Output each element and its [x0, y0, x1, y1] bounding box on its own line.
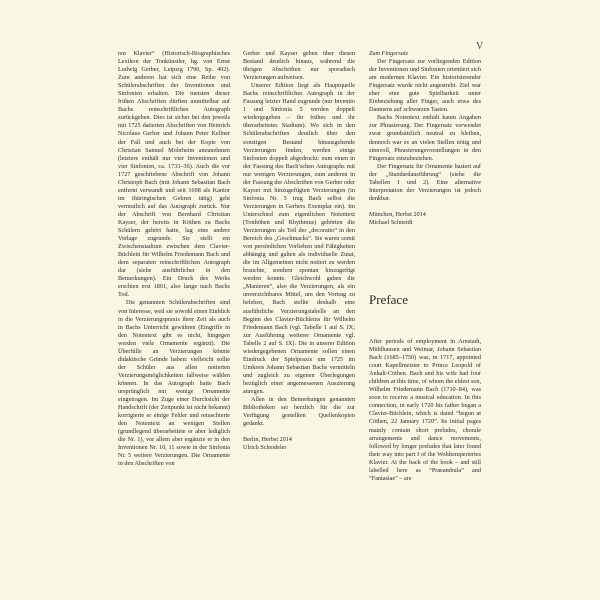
paragraph: Bachs Notentext enthält kaum Angaben zur Phrasierung. Der Fingersatz verwendet zwar grundsätzlich neutral zu bleiben, dennoch war es an vielen Stellen nötig und sinnvoll, Phrasierungsvorstellungen in den Fingersatz einzubeziehen. — [369, 114, 481, 162]
signature-place-date: München, Herbst 2014 — [369, 210, 426, 218]
section-heading: Zum Fingersatz — [369, 50, 409, 57]
paragraph: Die genannten Schülerabschriften sind von Interesse, weil sie sowohl einen Einblick in die Verzierungspraxis ihrer Zeit als auch in Bachs Unterricht gewähren (Eingriffe in den Notentext gibt es nicht, hingegen werden viele Ornamente ergänzt). Die Überfülle an Verzierungen könnte didaktische Gründe haben: vielleicht sollte der Schüler aus allen notierten Verzierungsmöglichkeiten fallweise wählen können. In das Autograph hatte Bach ursprünglich nur wenige Ornamente eingetragen. Im Zuge einer Durchsicht der Handschrift (der Zeitpunkt ist nicht bekannt) korrigierte er einige Fehler und retuschierte den Notentext an wenigen Stellen (grundlegend überarbeitete er aber lediglich die Nr. 1), vor allem aber ergänzte er in den Inventionen Nr. 10, 11 sowie in der Sinfonia Nr. 5 weitere Verzierungen. Die Ornamente in den Abschriften von — [118, 299, 230, 468]
column-right-top — [369, 50, 481, 227]
page-number: V — [476, 41, 484, 52]
preface-title: Preface — [369, 292, 408, 307]
signature-name: Michael Schneidt — [369, 218, 413, 226]
paragraph: Der Fingersatz zur vorliegenden Edition der Inventionen und Sinfonien orientiert sich am modernen Klavier. Ein historisierender Fingersatz wurde nicht angestrebt. Ziel war eher eine gute Spielbarkeit unter Einbeziehung aller Finger, auch etwa des Daumens auf schwarzen Tasten. — [369, 58, 481, 114]
signature-name: Ulrich Scheideler — [243, 444, 287, 452]
signature-block — [369, 211, 481, 227]
signature-block — [243, 436, 355, 452]
column-left — [118, 50, 230, 468]
column-right-bottom — [369, 338, 481, 483]
signature-place-date: Berlin, Herbst 2014 — [243, 436, 292, 444]
paragraph: Der Fingersatz für Ornamente basiert auf der „Standardausführung“ (siehe die Tabellen 1 und 2). Eine alternative Interpretation der Verzierungen ist jedoch denkbar. — [369, 162, 481, 202]
paragraph: Allen in den Bemerkungen genannten Bibliotheken sei herzlich für die zur Verfügung gestellten Quellenkopien gedankt. — [243, 396, 355, 428]
paragraph: After periods of employment in Arnstadt, Mühlhausen and Weimar, Johann Sebastian Bach (1685–1750) was, in 1717, appointed court Kapellmeister to Prince Leopold of Anhalt-Cöthen. Bach and his wife had four children at this time, of whom the eldest son, Wilhelm Friedemann Bach (1710–84), was soon to receive a musical education. In this connection, in early 1720 his father began a Clavier-Büchlein, which is dated “begun at Cöthen, 22 January 1720”. Its initial pages mainly contain short preludes, chorale arrangements and dance movements, followed by longer preludes that later found their way into part I of the Wohltemperiertes Klavier. At the back of the book – and still labelled here as “Praeambula” and “Fantasiae” – are — [369, 338, 481, 482]
paragraph: Gerber und Kayser gehen über diesen Bestand deutlich hinaus, während die übrigen Abschriften nur sporadisch Verzierungen aufweisen. — [243, 50, 355, 82]
paragraph: Unserer Edition liegt als Hauptquelle Bachs reinschriftliches Autograph in der Fassung letzter Hand zugrunde (nur Inventio 1 und Sinfonia 5 werden doppelt wiedergegeben – ihr frühes und ihr überarbeitetes Stadium). Wo sich in den Schülerabschriften deutlich über den sonstigen Bestand hinausgehende Verzierungen finden, werden einige Sinfonien doppelt abgedruckt: zum einen in der Fassung des Bach’schen Autographs mit nur wenigen Verzierungen, zum anderen in der Fassung der Abschriften von Gerber oder Kayser mit hinzugefügten Verzierungen (in Sinfonia Nr. 5 trug Bach selbst die Verzierungen in Gerbers Exemplar ein). Im Unterschied zum eigentlichen Notentext (Tonhöhen und Rhythmus) gehörten die Verzierungen als Teil der „decoratio“ in den Bereich des „Geschmacks“. Sie waren somit von persönlichen Vorlieben und Fähigkeiten abhängig und galten als individuelle Zutat, die im Allgemeinen nicht notiert zu werden brauchte, sondern spontan hinzugefügt werden konnte. Gleichwohl gaben die „Manieren“, also die Verzierungen, als ein unverzichtbares Mittel, um den Vortrag zu beleben, Bach stellte deshalb eine ausführliche Verzierungstabelle an den Beginn des Clavier-Büchleins für Wilhelm Friedemann Bach (vgl. Tabelle 1 auf S. IX; zur Ausführung weiterer Ornamente vgl. Tabelle 2 auf S. IX). Die in unserer Edition wiedergegebenen Ornamente sollen einen Eindruck der Spielpraxis um 1725 im Umkreis Johann Sebastian Bachs vermitteln und zugleich zu eigenen Überlegungen bezüglich einer angemessenen Auszierung anregen. — [243, 82, 355, 395]
paragraph: ren Klavier“ (Historisch-Biographisches Lexikon der Tonkünstler, hg. von Ernst Ludwig Gerber, Leipzig 1790, Sp. 492). Zum anderen hat sich eine Reihe von Schülerabschriften der Inventionen und Sinfonien erhalten. Die meisten dieser frühen Abschriften dürften unmittelbar auf Bachs reinschriftliches Autograph zurückgehen. Dies ist sicher bei den jeweils mit 1725 datierten Abschriften von Heinrich Nicolaus Gerber und Johann Peter Kellner der Fall und auch bei der Kopie von Christian Samuel Mohrheim anzunehmen (letztere enthält nur vier Inventionen und vier Sinfonien, ca. 1733–36). Auch die vor 1727 geschriebene Abschrift von Johann Christoph Bach (mit Johann Sebastian Bach entfernt verwandt und seit 1698 als Kantor im thüringischen Gehren tätig) geht vermutlich auf das Autograph zurück. Nur der Abschrift von Bernhard Christian Kayser, der bereits in Köthen zu Bachs Schülern gehört hatte, lag eine andere Vorlage zugrunde. Sie stellt ein Zwischenstadium zwischen dem Clavier-Büchlein für Wilhelm Friedemann Bach und dem separaten reinschriftlichen Autograph dar (siehe ausführlicher in den Bemerkungen). Ein Druck des Werks erschien erst 1801, also lange nach Bachs Tod. — [118, 50, 230, 299]
column-middle — [243, 50, 355, 452]
